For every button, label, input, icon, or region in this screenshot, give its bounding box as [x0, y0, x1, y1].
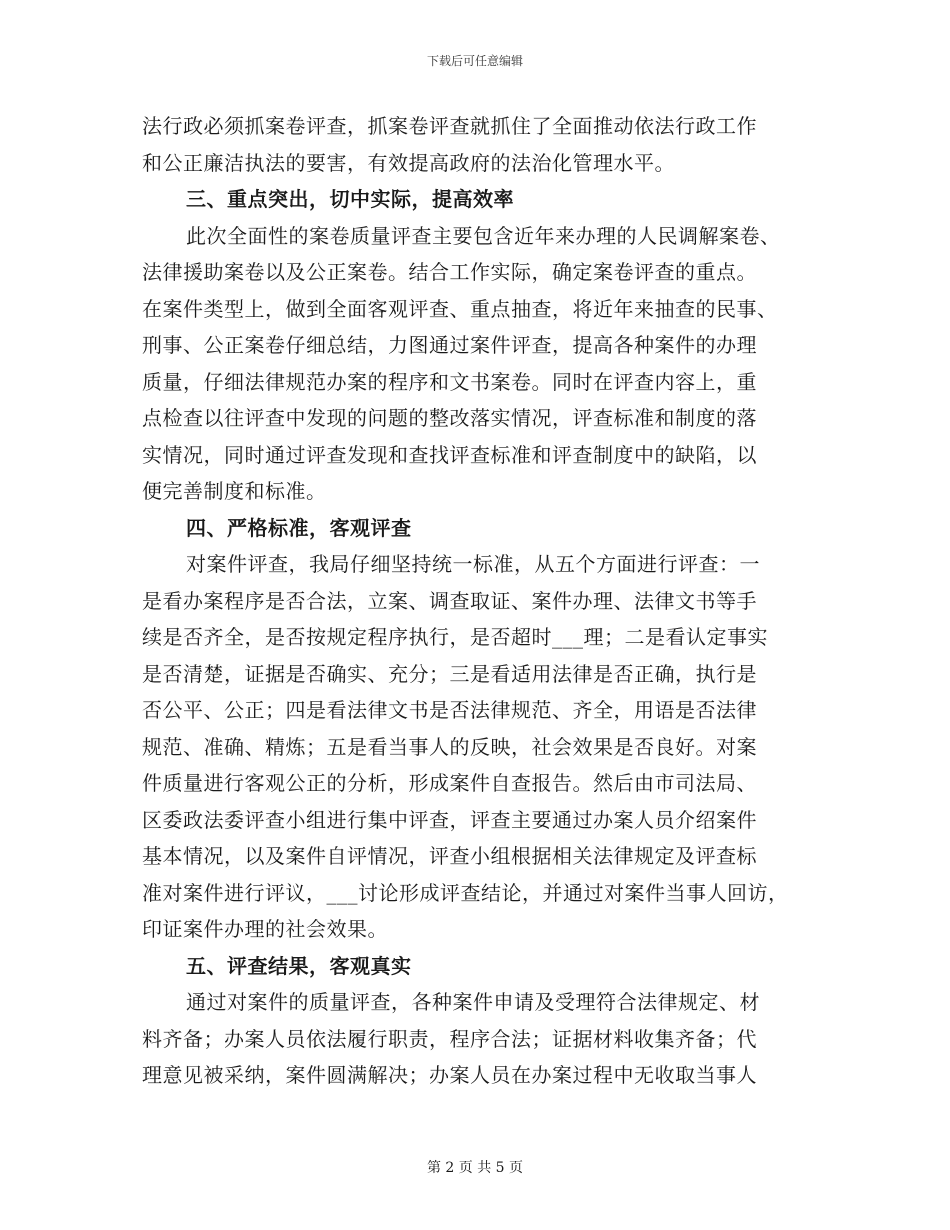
paragraph-start: 此次全面性的案卷质量评查主要包含近年来办理的人民调解案卷、 — [186, 223, 781, 248]
body-line: 续是否齐全，是否按规定程序执行，是否超时___理；二是看认定事实 — [142, 625, 768, 649]
body-line: 是否清楚，证据是否确实、充分；三是看适用法律是否正确，执行是 — [142, 661, 757, 686]
section-heading-3: 三、重点突出，切中实际，提高效率 — [186, 187, 514, 211]
document-body — [142, 108, 822, 1094]
body-line: 准对案件进行评议，___讨论形成评查结论，并通过对案件当事人回访， — [142, 880, 789, 905]
body-line: 和公正廉洁执法的要害，有效提高政府的法治化管理水平。 — [142, 150, 675, 175]
body-line: 法律援助案卷以及公正案卷。结合工作实际，确定案卷评查的重点。 — [142, 260, 757, 284]
body-line: 是看办案程序是否合法，立案、调查取证、案件办理、法律文书等手 — [142, 588, 757, 613]
body-line: 区委政法委评查小组进行集中评查，评查主要通过办案人员介绍案件 — [142, 807, 757, 832]
body-line: 在案件类型上，做到全面客观评查、重点抽查，将近年来抽查的民事、 — [142, 296, 778, 321]
body-line: 点检查以往评查中发现的问题的整改落实情况，评查标准和制度的落 — [142, 406, 757, 430]
page-number: 第 2 页 共 5 页 — [426, 1160, 524, 1176]
section-heading-4: 四、严格标准，客观评查 — [186, 515, 412, 540]
page-header-note: 下载后可任意编辑 — [426, 54, 523, 68]
body-line: 便完善制度和标准。 — [142, 479, 327, 503]
body-line: 否公平、公正；四是看法律文书是否法律规范、齐全，用语是否法律 — [142, 698, 757, 722]
body-line: 规范、准确、精炼；五是看当事人的反映，社会效果是否良好。对案 — [142, 734, 757, 759]
body-line: 法行政必须抓案卷评查，抓案卷评查就抓住了全面推动依法行政工作 — [142, 114, 757, 138]
body-line: 料齐备；办案人员依法履行职责，程序合法；证据材料收集齐备；代 — [142, 1026, 757, 1051]
body-line: 印证案件办理的社会效果。 — [142, 917, 388, 941]
paragraph-start: 对案件评查，我局仔细坚持统一标准，从五个方面进行评查：一 — [186, 552, 760, 576]
body-line: 理意见被采纳，案件圆满解决；办案人员在办案过程中无收取当事人 — [142, 1063, 757, 1087]
paragraph-start: 通过对案件的质量评查，各种案件申请及受理符合法律规定、材 — [186, 990, 760, 1014]
body-line: 实情况，同时通过评查发现和查找评查标准和评查制度中的缺陷，以 — [142, 442, 757, 467]
body-line: 质量，仔细法律规范办案的程序和文书案卷。同时在评查内容上，重 — [142, 369, 757, 394]
body-line: 刑事、公正案卷仔细总结，力图通过案件评查，提高各种案件的办理 — [142, 333, 757, 357]
body-line: 基本情况，以及案件自评情况，评查小组根据相关法律规定及评查标 — [142, 844, 757, 868]
body-line: 件质量进行客观公正的分析，形成案件自查报告。然后由市司法局、 — [142, 771, 757, 795]
section-heading-5: 五、评查结果，客观真实 — [186, 953, 412, 978]
